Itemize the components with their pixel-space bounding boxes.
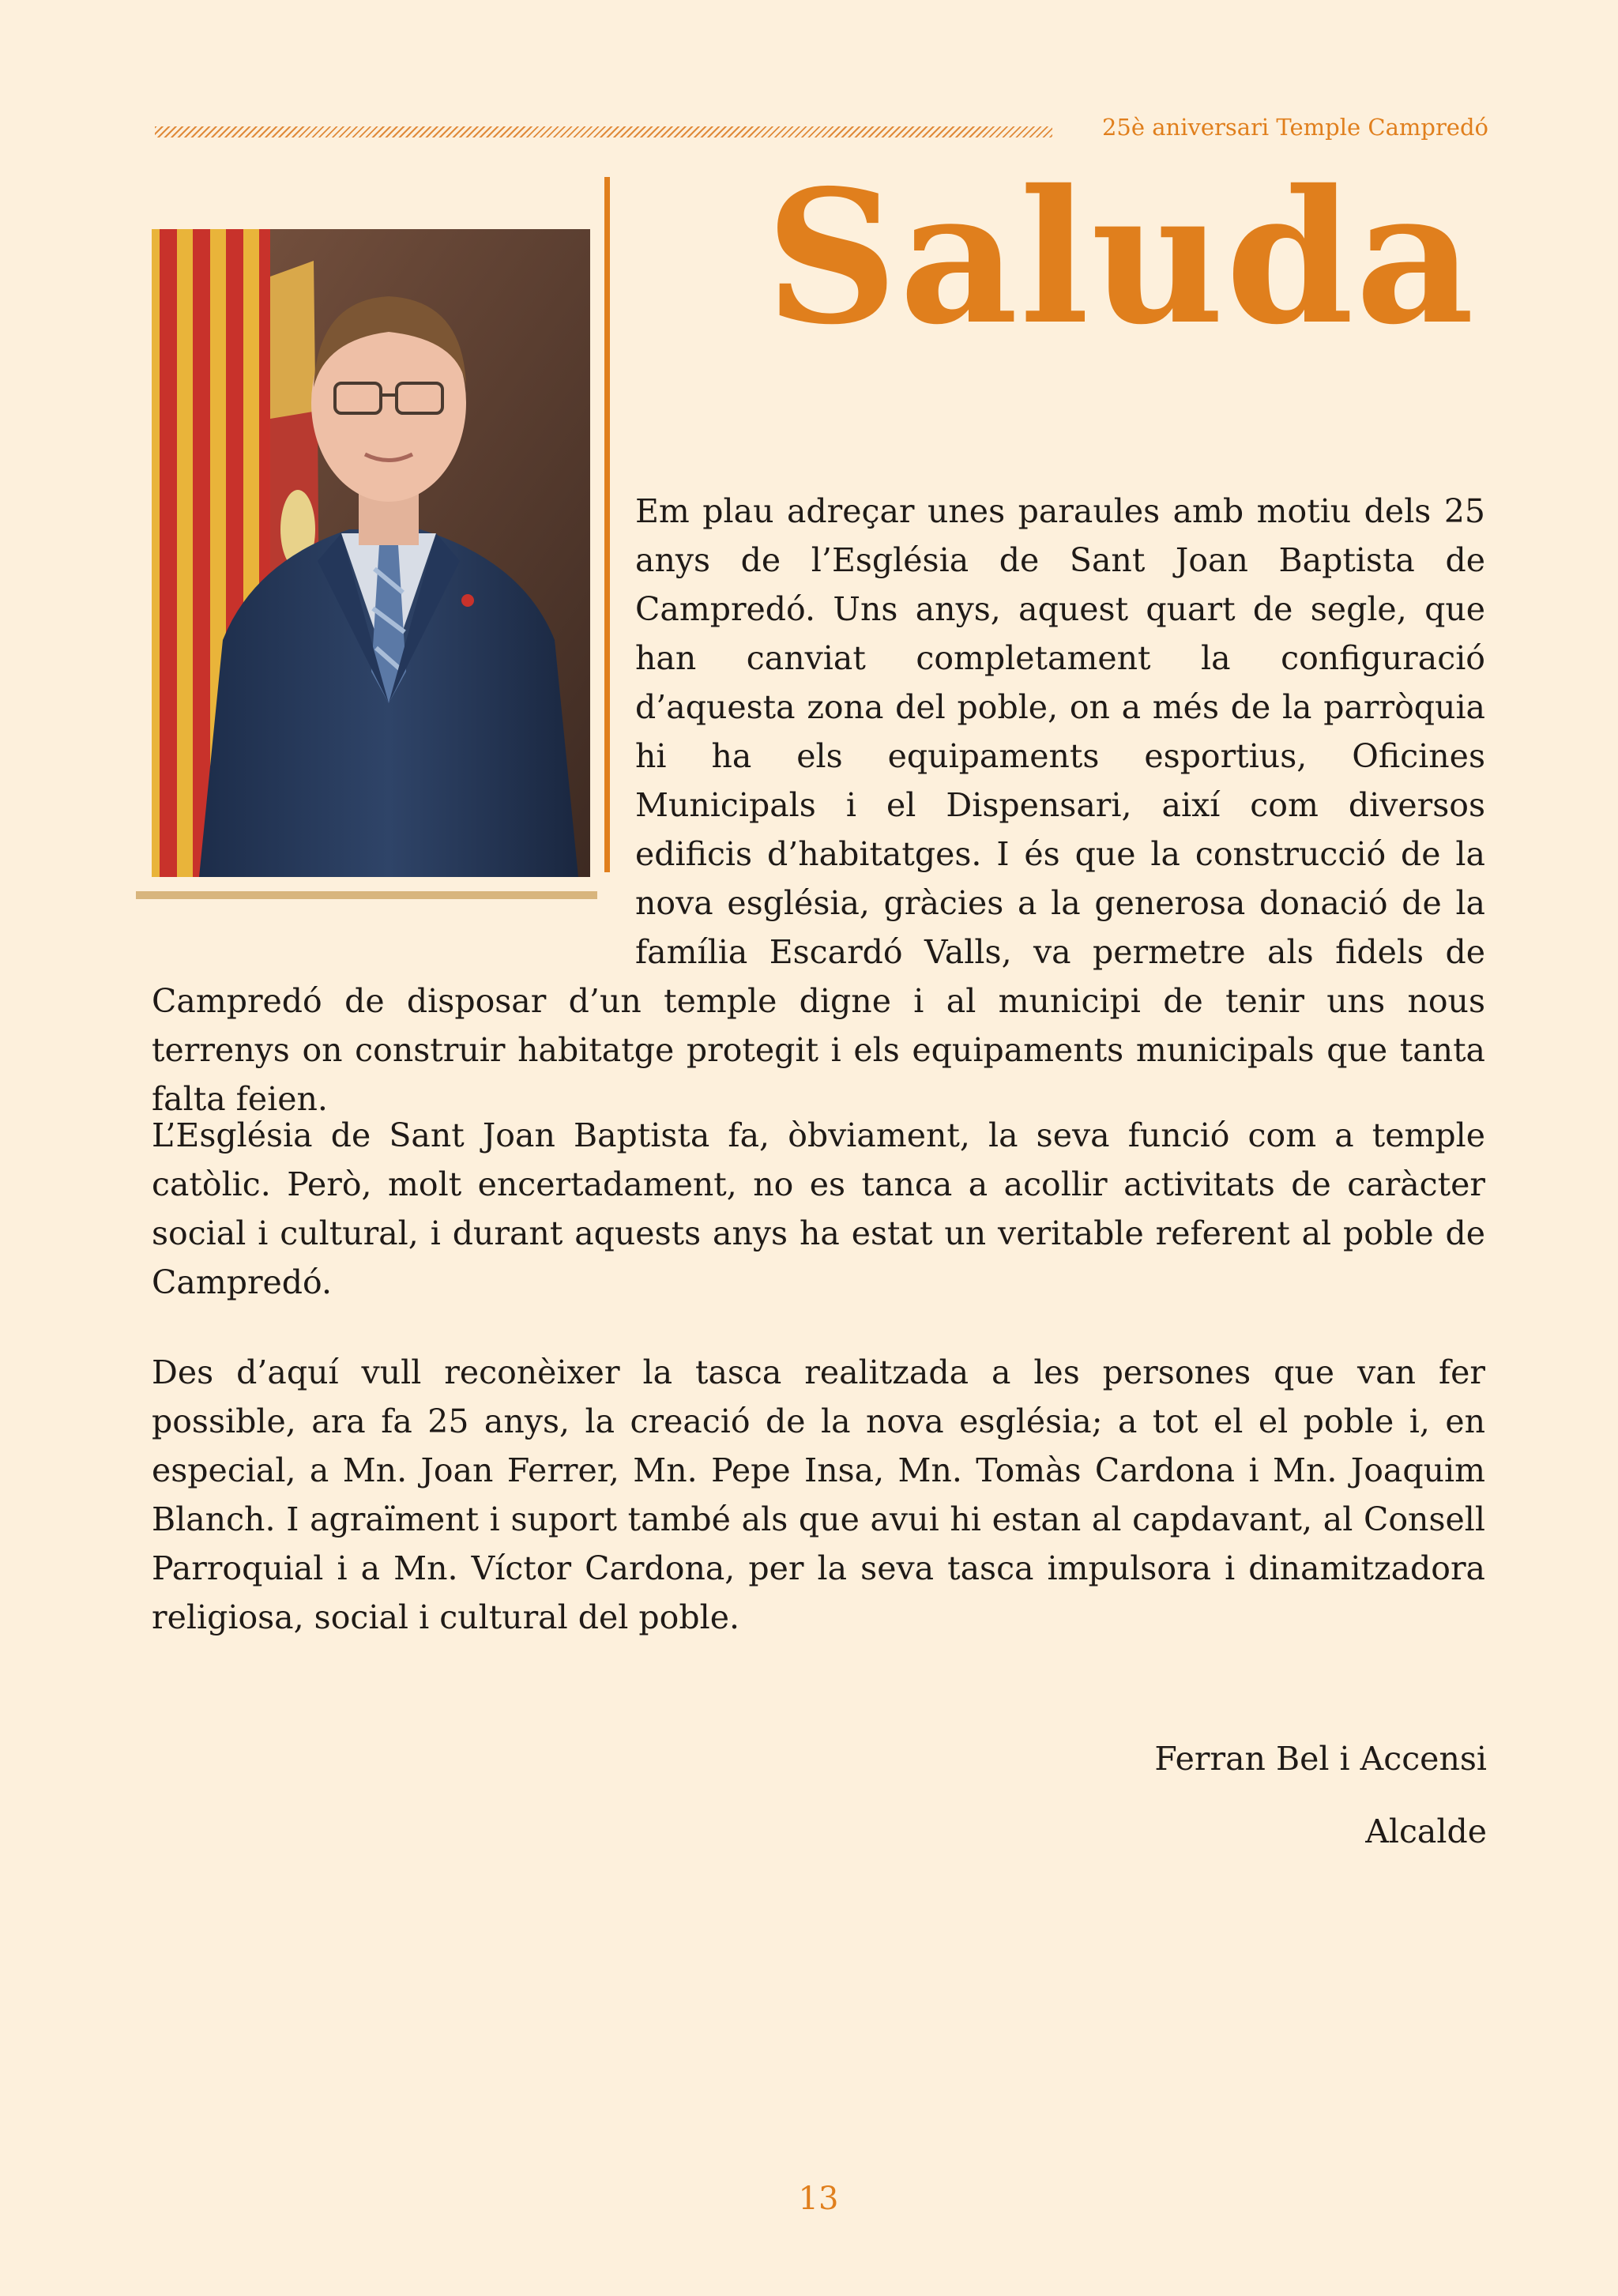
page-title: Saluda	[765, 149, 1476, 365]
paragraph-1-text: Em plau adreçar unes paraules amb motiu dels 25 anys de l’Església de Sant Joan Baptista de Campredó. Uns anys, aquest quart de segle, que han canviat completament la configuració d’aquesta zona del poble, on a més de la parròquia hi ha els equipaments esportius, Oficines Municipals i el Dispensari, així com diversos edificis d’habitatges. I és que la construcció de la nova església, gràcies a la generosa donació de la família Escardó Valls, va permetre als fidels de Campredó de disposar d’un temple digne i al municipi de tenir uns nous terrenys on construir habitatge protegit i els equipaments municipals que tanta falta feien.	[152, 492, 1485, 1118]
paragraph-1	[152, 487, 1485, 1124]
signature-name: Ferran Bel i Accensi	[1154, 1740, 1487, 1778]
publication-header: 25è aniversari Temple Campredó	[1101, 114, 1488, 141]
paragraph-2-text: L’Església de Sant Joan Baptista fa, òbviament, la seva funció com a temple catòlic. Però, molt encertadament, no es tanca a acollir activitats de caràcter social i cultural, i durant aquests anys ha estat un veritable referent al poble de Campredó.	[152, 1116, 1485, 1301]
paragraph-3	[152, 1348, 1485, 1642]
paragraph-3-text: Des d’aquí vull reconèixer la tasca realitzada a les persones que van fer possible, ara fa 25 anys, la creació de la nova església; a tot el el poble i, en especial, a Mn. Joan Ferrer, Mn. Pepe Insa, Mn. Tomàs Cardona i Mn. Joaquim Blanch. I agraïment i suport també als que avui hi estan al capdavant, al Consell Parroquial i a Mn. Víctor Cardona, per la seva tasca impulsora i dinamitzadora religiosa, social i cultural del poble.	[152, 1353, 1485, 1636]
header-hatch-rule	[155, 126, 1052, 137]
page-number: 13	[798, 2181, 839, 2217]
paragraph-2	[152, 1111, 1485, 1307]
signature-role: Alcalde	[1365, 1812, 1487, 1850]
signature-block	[1154, 1722, 1487, 1868]
photo-wrap-spacer	[152, 487, 635, 937]
